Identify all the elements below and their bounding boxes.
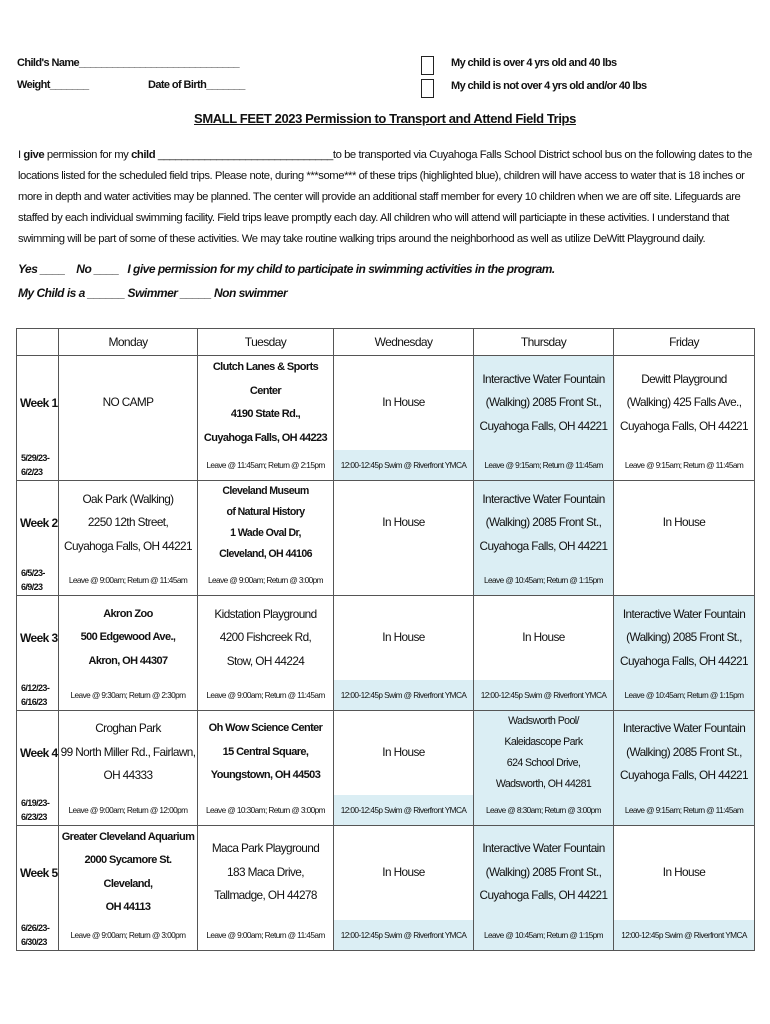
checkbox-over-4[interactable] xyxy=(421,56,434,75)
activity-cell xyxy=(198,481,334,566)
week-date-line: 6/16/23 xyxy=(21,696,47,707)
day-header: Tuesday xyxy=(198,329,334,356)
check-over-label: My child is over 4 yrs old and 40 lbs xyxy=(451,57,617,69)
activity-line: Kaleidascope Park xyxy=(504,735,583,748)
leave-return-time: Leave @ 9:30am; Return @ 2:30pm xyxy=(59,680,198,711)
activity-line: 624 School Drive, xyxy=(506,756,581,769)
activity-cell xyxy=(334,825,474,920)
activity-cell xyxy=(474,596,614,680)
week-leave-row xyxy=(17,680,755,711)
activity-line: Interactive Water Fountain xyxy=(482,491,605,506)
activity-line: Wadsworth Pool/ xyxy=(508,714,579,727)
activity-line: 2250 12th Street, xyxy=(87,515,169,530)
leave-return-time xyxy=(334,565,474,596)
activity-line: (Walking) 425 Falls Ave., xyxy=(626,395,742,410)
week-leave-row xyxy=(17,565,755,596)
activity-cell xyxy=(474,710,614,795)
activity-line: In House xyxy=(382,630,425,644)
activity-line: Cuyahoga Falls, OH 44221 xyxy=(620,653,748,668)
week-row xyxy=(17,710,755,795)
activity-line: Kidstation Playground xyxy=(214,606,317,621)
activity-line: 4200 Fishcreek Rd, xyxy=(219,630,312,644)
leave-return-time xyxy=(614,565,755,596)
week-date-line: 6/30/23 xyxy=(21,936,47,947)
day-header: Friday xyxy=(614,329,755,356)
child-name-field[interactable]: Child's Name_____________________________ xyxy=(17,57,240,69)
activity-line: Akron, OH 44307 xyxy=(88,654,168,667)
leave-return-time: 12:00-12:45p Swim @ Riverfront YMCA xyxy=(334,795,474,826)
activity-line: (Walking) 2085 Front St., xyxy=(626,630,742,644)
activity-line: In House xyxy=(382,395,425,410)
corner-cell xyxy=(17,329,59,356)
activity-line: Interactive Water Fountain xyxy=(622,606,746,621)
leave-return-time: Leave @ 9:00am; Return @ 3:00pm xyxy=(198,565,334,596)
activity-line: 500 Edgewood Ave., xyxy=(80,631,176,643)
para-give: give xyxy=(23,149,45,161)
activity-line: Interactive Water Fountain xyxy=(622,721,746,736)
week-date-line: 6/5/23- xyxy=(21,568,45,578)
leave-return-time: 12:00-12:45p Swim @ Riverfront YMCA xyxy=(334,680,474,711)
leave-return-time: Leave @ 9:00am; Return @ 12:00pm xyxy=(59,795,198,826)
activity-line: OH 44113 xyxy=(105,901,151,913)
activity-line: Cuyahoga Falls, OH 44223 xyxy=(203,431,328,444)
activity-line: NO CAMP xyxy=(102,395,154,410)
activity-cell xyxy=(334,481,474,566)
activity-line: 4190 State Rd., xyxy=(230,408,301,420)
activity-cell xyxy=(334,596,474,680)
week-leave-row xyxy=(17,795,755,826)
activity-line: Oh Wow Science Center xyxy=(208,722,323,735)
day-header: Monday xyxy=(59,329,198,356)
week-date-line: 6/26/23- xyxy=(21,922,50,933)
dob-label: Date of Birth xyxy=(148,79,207,91)
activity-line: Cuyahoga Falls, OH 44221 xyxy=(64,538,192,553)
leave-return-time: Leave @ 9:00am; Return @ 11:45am xyxy=(59,565,198,596)
week-row xyxy=(17,596,755,680)
activity-line: Youngstown, OH 44503 xyxy=(210,769,321,782)
activity-line: of Natural History xyxy=(226,506,305,518)
activity-line: Cuyahoga Falls, OH 44221 xyxy=(479,418,608,433)
week-date-line: 6/12/23- xyxy=(21,682,50,693)
swim-permission-line xyxy=(18,262,555,276)
activity-line: Wadsworth, OH 44281 xyxy=(495,777,592,790)
leave-return-time: Leave @ 9:15am; Return @ 11:45am xyxy=(614,450,755,481)
activity-line: Interactive Water Fountain xyxy=(482,841,605,856)
activity-line: 99 North Miller Rd., Fairlawn, xyxy=(60,744,196,759)
activity-line: Cleveland Museum xyxy=(222,485,309,497)
activity-line: Interactive Water Fountain xyxy=(482,371,605,386)
week-leave-row xyxy=(17,450,755,481)
field-trip-schedule xyxy=(16,328,755,951)
week-date-line: 5/29/23- xyxy=(21,453,50,463)
activity-line: Clutch Lanes & Sports Center xyxy=(212,361,319,397)
leave-return-time: 12:00-12:45p Swim @ Riverfront YMCA xyxy=(334,920,474,951)
leave-return-time: Leave @ 9:00am; Return @ 3:00pm xyxy=(59,920,198,951)
leave-return-time: Leave @ 10:45am; Return @ 1:15pm xyxy=(474,565,614,596)
week-row xyxy=(17,356,755,451)
activity-cell xyxy=(59,481,198,566)
activity-line: Cuyahoga Falls, OH 44221 xyxy=(479,538,608,553)
activity-line: (Walking) 2085 Front St., xyxy=(626,744,742,759)
leave-return-time: 12:00-12:45p Swim @ Riverfront YMCA xyxy=(474,680,614,711)
week-date-line: 6/9/23 xyxy=(21,582,43,592)
week-row xyxy=(17,825,755,920)
activity-line: Stow, OH 44224 xyxy=(226,653,305,668)
activity-line: Oak Park (Walking) xyxy=(82,491,174,506)
week-leave-row xyxy=(17,920,755,951)
leave-return-time: Leave @ 10:45am; Return @ 1:15pm xyxy=(614,680,755,711)
activity-cell xyxy=(198,710,334,795)
activity-cell xyxy=(474,825,614,920)
week-dates xyxy=(17,920,59,951)
week-date-line: 6/19/23- xyxy=(21,797,50,808)
activity-line: In House xyxy=(522,630,565,644)
swim-no[interactable]: No ____ xyxy=(76,262,119,276)
activity-cell xyxy=(614,710,755,795)
activity-line: (Walking) 2085 Front St., xyxy=(485,515,602,530)
activity-line: In House xyxy=(382,864,425,879)
activity-line: (Walking) 2085 Front St., xyxy=(485,395,602,410)
child-name-blank[interactable]: ______________________________ xyxy=(155,149,333,161)
activity-line: 2000 Sycamore St. Cleveland, xyxy=(84,854,172,890)
leave-return-time: Leave @ 9:15am; Return @ 11:45am xyxy=(474,450,614,481)
activity-line: Cleveland, OH 44106 xyxy=(219,548,312,560)
activity-cell xyxy=(614,825,755,920)
activity-cell xyxy=(474,481,614,566)
activity-cell xyxy=(334,710,474,795)
activity-line: In House xyxy=(382,744,425,759)
swim-yes[interactable]: Yes ____ xyxy=(18,262,65,276)
activity-line: Cuyahoga Falls, OH 44221 xyxy=(620,418,748,433)
leave-return-time: Leave @ 11:45am; Return @ 2:15pm xyxy=(198,450,334,481)
page-title: SMALL FEET 2023 Permission to Transport and Attend Field Trips xyxy=(194,111,576,126)
swim-permission-text: I give permission for my child to participate in swimming activities in the program. xyxy=(127,262,555,276)
activity-cell xyxy=(59,356,198,451)
activity-cell xyxy=(474,356,614,451)
week-label: Week 4 xyxy=(17,710,59,795)
activity-cell xyxy=(614,481,755,566)
leave-return-time: Leave @ 10:30am; Return @ 3:00pm xyxy=(198,795,334,826)
activity-cell xyxy=(59,710,198,795)
leave-return-time: 12:00-12:45p Swim @ Riverfront YMCA xyxy=(334,450,474,481)
para-text-1: I xyxy=(18,149,24,161)
week-dates xyxy=(17,795,59,826)
activity-cell xyxy=(614,596,755,680)
checkbox-not-over-4[interactable] xyxy=(421,79,434,98)
activity-line: 15 Central Square, xyxy=(222,745,309,758)
swimmer-status-line[interactable]: My Child is a ______ Swimmer _____ Non swimmer xyxy=(18,286,288,300)
leave-return-time: Leave @ 9:00am; Return @ 11:45am xyxy=(198,920,334,951)
week-row xyxy=(17,481,755,566)
leave-return-time: Leave @ 10:45am; Return @ 1:15pm xyxy=(474,920,614,951)
activity-line: Maca Park Playground xyxy=(211,841,320,856)
week-date-line: 6/2/23 xyxy=(21,467,43,477)
weight-field[interactable]: Weight_______ xyxy=(17,79,89,91)
activity-cell xyxy=(198,356,334,451)
activity-line: In House xyxy=(662,515,706,530)
activity-cell xyxy=(334,356,474,451)
activity-line: (Walking) 2085 Front St., xyxy=(485,864,602,879)
para-text-rest: to be transported via Cuyahoga Falls School District school bus on the following dates to the locations listed for the scheduled field trips. Please note, during ***some*** of these trips (highlighted blue), children will have access to water that is 18 inches or more in depth and water activities may be planned. The center will provide an additional staff member for every 10 children when we are off site. Lifeguards are staffed by each individual swimming facility. Field trips leave promptly each day. All children who will attend will particiapte in these activities. I understand that swimming will be part of some of these activities. We may take routine walking trips around the neighborhood as well as utilize DeWitt Playground daily. xyxy=(18,149,752,245)
activity-line: Dewitt Playground xyxy=(641,371,727,386)
para-text-2: permission for my xyxy=(44,149,132,161)
activity-line: OH 44333 xyxy=(103,768,153,783)
week-label: Week 2 xyxy=(17,481,59,566)
day-header: Thursday xyxy=(474,329,614,356)
activity-cell xyxy=(198,596,334,680)
child-name-label: Child's Name xyxy=(17,57,80,69)
activity-cell xyxy=(59,825,198,920)
day-header: Wednesday xyxy=(334,329,474,356)
leave-return-time xyxy=(59,450,198,481)
activity-line: 183 Maca Drive, xyxy=(227,864,304,879)
activity-cell xyxy=(614,356,755,451)
weight-label: Weight xyxy=(17,79,50,91)
activity-line: 1 Wade Oval Dr, xyxy=(230,527,301,539)
week-dates xyxy=(17,450,59,481)
activity-line: Cuyahoga Falls, OH 44221 xyxy=(479,888,608,903)
activity-line: Tallmadge, OH 44278 xyxy=(214,888,317,903)
activity-line: In House xyxy=(382,515,425,530)
week-label: Week 5 xyxy=(17,825,59,920)
activity-line: Cuyahoga Falls, OH 44221 xyxy=(620,768,748,783)
week-label: Week 3 xyxy=(17,596,59,680)
para-child: child xyxy=(131,149,156,161)
activity-line: Akron Zoo xyxy=(103,607,153,620)
week-date-line: 6/23/23 xyxy=(21,811,47,822)
activity-cell xyxy=(198,825,334,920)
dob-field[interactable]: Date of Birth_______ xyxy=(148,79,245,91)
activity-line: Greater Cleveland Aquarium xyxy=(61,830,195,843)
week-label: Week 1 xyxy=(17,356,59,451)
activity-line: In House xyxy=(662,864,706,879)
week-dates xyxy=(17,565,59,596)
permission-paragraph xyxy=(18,145,756,250)
week-dates xyxy=(17,680,59,711)
leave-return-time: Leave @ 9:00am; Return @ 11:45am xyxy=(198,680,334,711)
activity-cell xyxy=(59,596,198,680)
leave-return-time: 12:00-12:45p Swim @ Riverfront YMCA xyxy=(614,920,755,951)
check-not-over-label: My child is not over 4 yrs old and/or 40 lbs xyxy=(451,80,647,92)
leave-return-time: Leave @ 8:30am; Return @ 3:00pm xyxy=(474,795,614,826)
leave-return-time: Leave @ 9:15am; Return @ 11:45am xyxy=(614,795,755,826)
activity-line: Croghan Park xyxy=(95,721,161,736)
